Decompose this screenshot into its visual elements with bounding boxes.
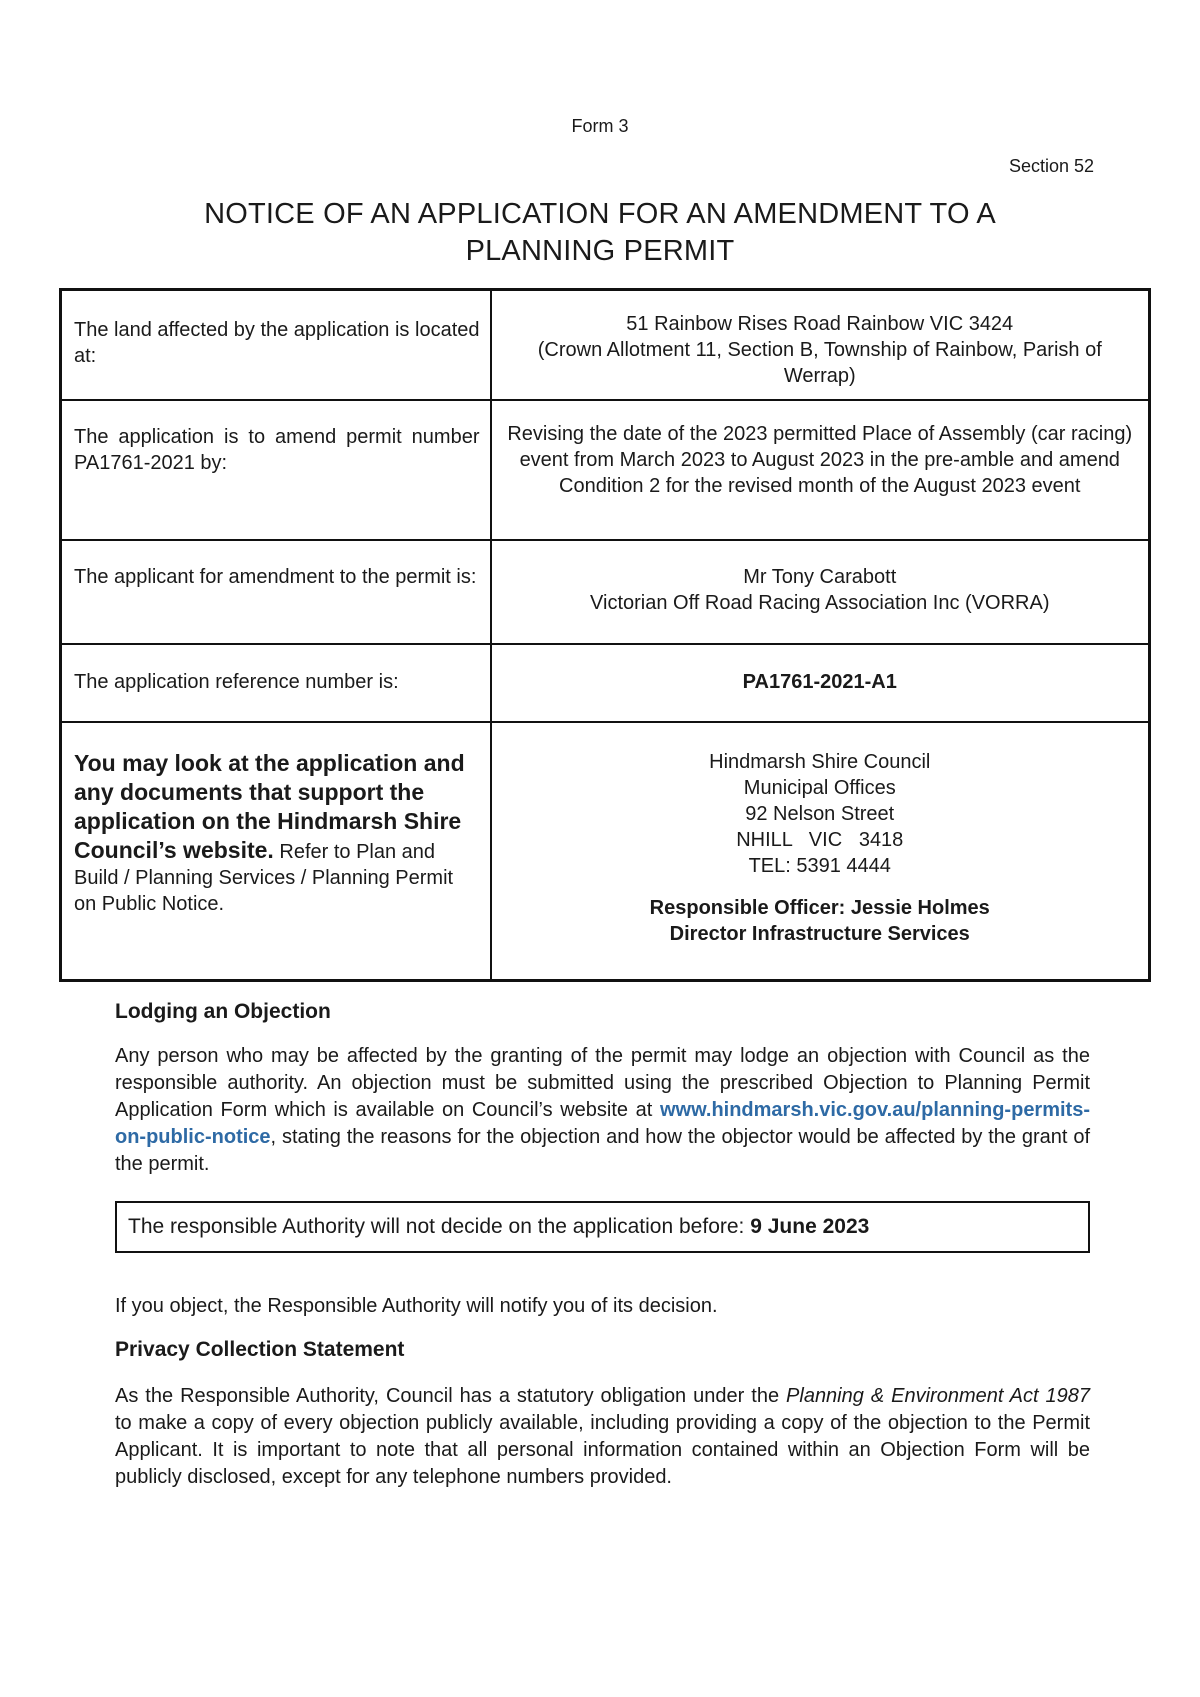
reference-number: PA1761-2021-A1	[491, 644, 1150, 722]
applicant-name: Mr Tony Carabott	[743, 566, 897, 588]
form-number: Form 3	[571, 116, 629, 136]
land-address: 51 Rainbow Rises Road Rainbow VIC 3424	[626, 313, 1014, 335]
application-details-table	[59, 288, 1151, 982]
table-row-amend	[61, 400, 1150, 540]
applicant-value	[491, 540, 1150, 644]
table-row-land	[61, 290, 1150, 401]
council-street: 92 Nelson Street	[745, 803, 895, 825]
council-contact	[491, 722, 1150, 980]
objection-website-link[interactable]: www.hindmarsh.vic.gov.au/planning-permits-on-public-notice	[115, 1099, 1091, 1148]
inspection-refer-note: Refer to Plan and Build / Planning Services / Planning Permit on Public Notice.	[74, 841, 454, 915]
privacy-text-after: to make a copy of every objection publicly available, including providing a copy of the objection to the Permit Applicant. It is important to note that all personal information contained within an Objection Form will be publicly disclosed, except for any telephone numbers provided.	[115, 1412, 1090, 1488]
decision-date-box	[115, 1201, 1090, 1253]
reference-label: The application reference number is:	[61, 644, 491, 722]
table-row-reference	[61, 644, 1150, 722]
land-label: The land affected by the application is located at:	[61, 290, 491, 401]
privacy-act-name: Planning & Environment Act 1987	[786, 1385, 1090, 1407]
privacy-paragraph	[115, 1383, 1090, 1491]
inspection-website-note: You may look at the application and any documents that support the application on the Hindmarsh Shire Council’s website.	[74, 750, 465, 863]
table-row-applicant	[61, 540, 1150, 644]
notify-paragraph: If you object, the Responsible Authority will notify you of its decision.	[115, 1295, 718, 1317]
title-line-1: NOTICE OF AN APPLICATION FOR AN AMENDMENT TO A	[204, 198, 996, 230]
responsible-officer: Responsible Officer: Jessie Holmes	[649, 897, 990, 919]
objection-text-after: , stating the reasons for the objection and how the objector would be affected by the grant of the permit.	[115, 1126, 1090, 1175]
amend-value: Revising the date of the 2023 permitted Place of Assembly (car racing) event from March 2023 to August 2023 in the pre-amble and amend Condition 2 for the revised month of the August 2023 event	[491, 400, 1150, 540]
council-offices: Municipal Offices	[743, 777, 896, 799]
table-row-inspection	[61, 722, 1150, 980]
objection-paragraph	[115, 1043, 1090, 1178]
section-number: Section 52	[1008, 156, 1094, 176]
inspection-info	[61, 722, 491, 980]
council-phone: TEL: 5391 4444	[748, 855, 891, 877]
privacy-heading: Privacy Collection Statement	[115, 1338, 405, 1361]
council-town: NHILL VIC 3418	[736, 829, 904, 851]
objection-heading: Lodging an Objection	[115, 1000, 331, 1023]
decision-date: 9 June 2023	[750, 1215, 870, 1238]
amend-label: The application is to amend permit number PA1761-2021 by:	[61, 400, 491, 540]
applicant-organisation: Victorian Off Road Racing Association Inc (VORRA)	[590, 592, 1050, 614]
council-name: Hindmarsh Shire Council	[709, 751, 931, 773]
applicant-label: The applicant for amendment to the permit is:	[61, 540, 491, 644]
land-value	[491, 290, 1150, 401]
objection-text-before: Any person who may be affected by the granting of the permit may lodge an objection with Council as the responsible authority. An objection must be submitted using the prescribed Objection to Planning Permit Application Form which is available on Council’s website at	[115, 1045, 1090, 1121]
land-crown-allotment: (Crown Allotment 11, Section B, Township of Rainbow, Parish of Werrap)	[537, 339, 1102, 387]
officer-title: Director Infrastructure Services	[669, 923, 970, 945]
page-title	[140, 196, 1060, 270]
title-line-2: PLANNING PERMIT	[465, 235, 735, 267]
decision-text: The responsible Authority will not decide on the application before:	[128, 1215, 745, 1238]
privacy-text-before: As the Responsible Authority, Council has a statutory obligation under the	[115, 1385, 780, 1407]
